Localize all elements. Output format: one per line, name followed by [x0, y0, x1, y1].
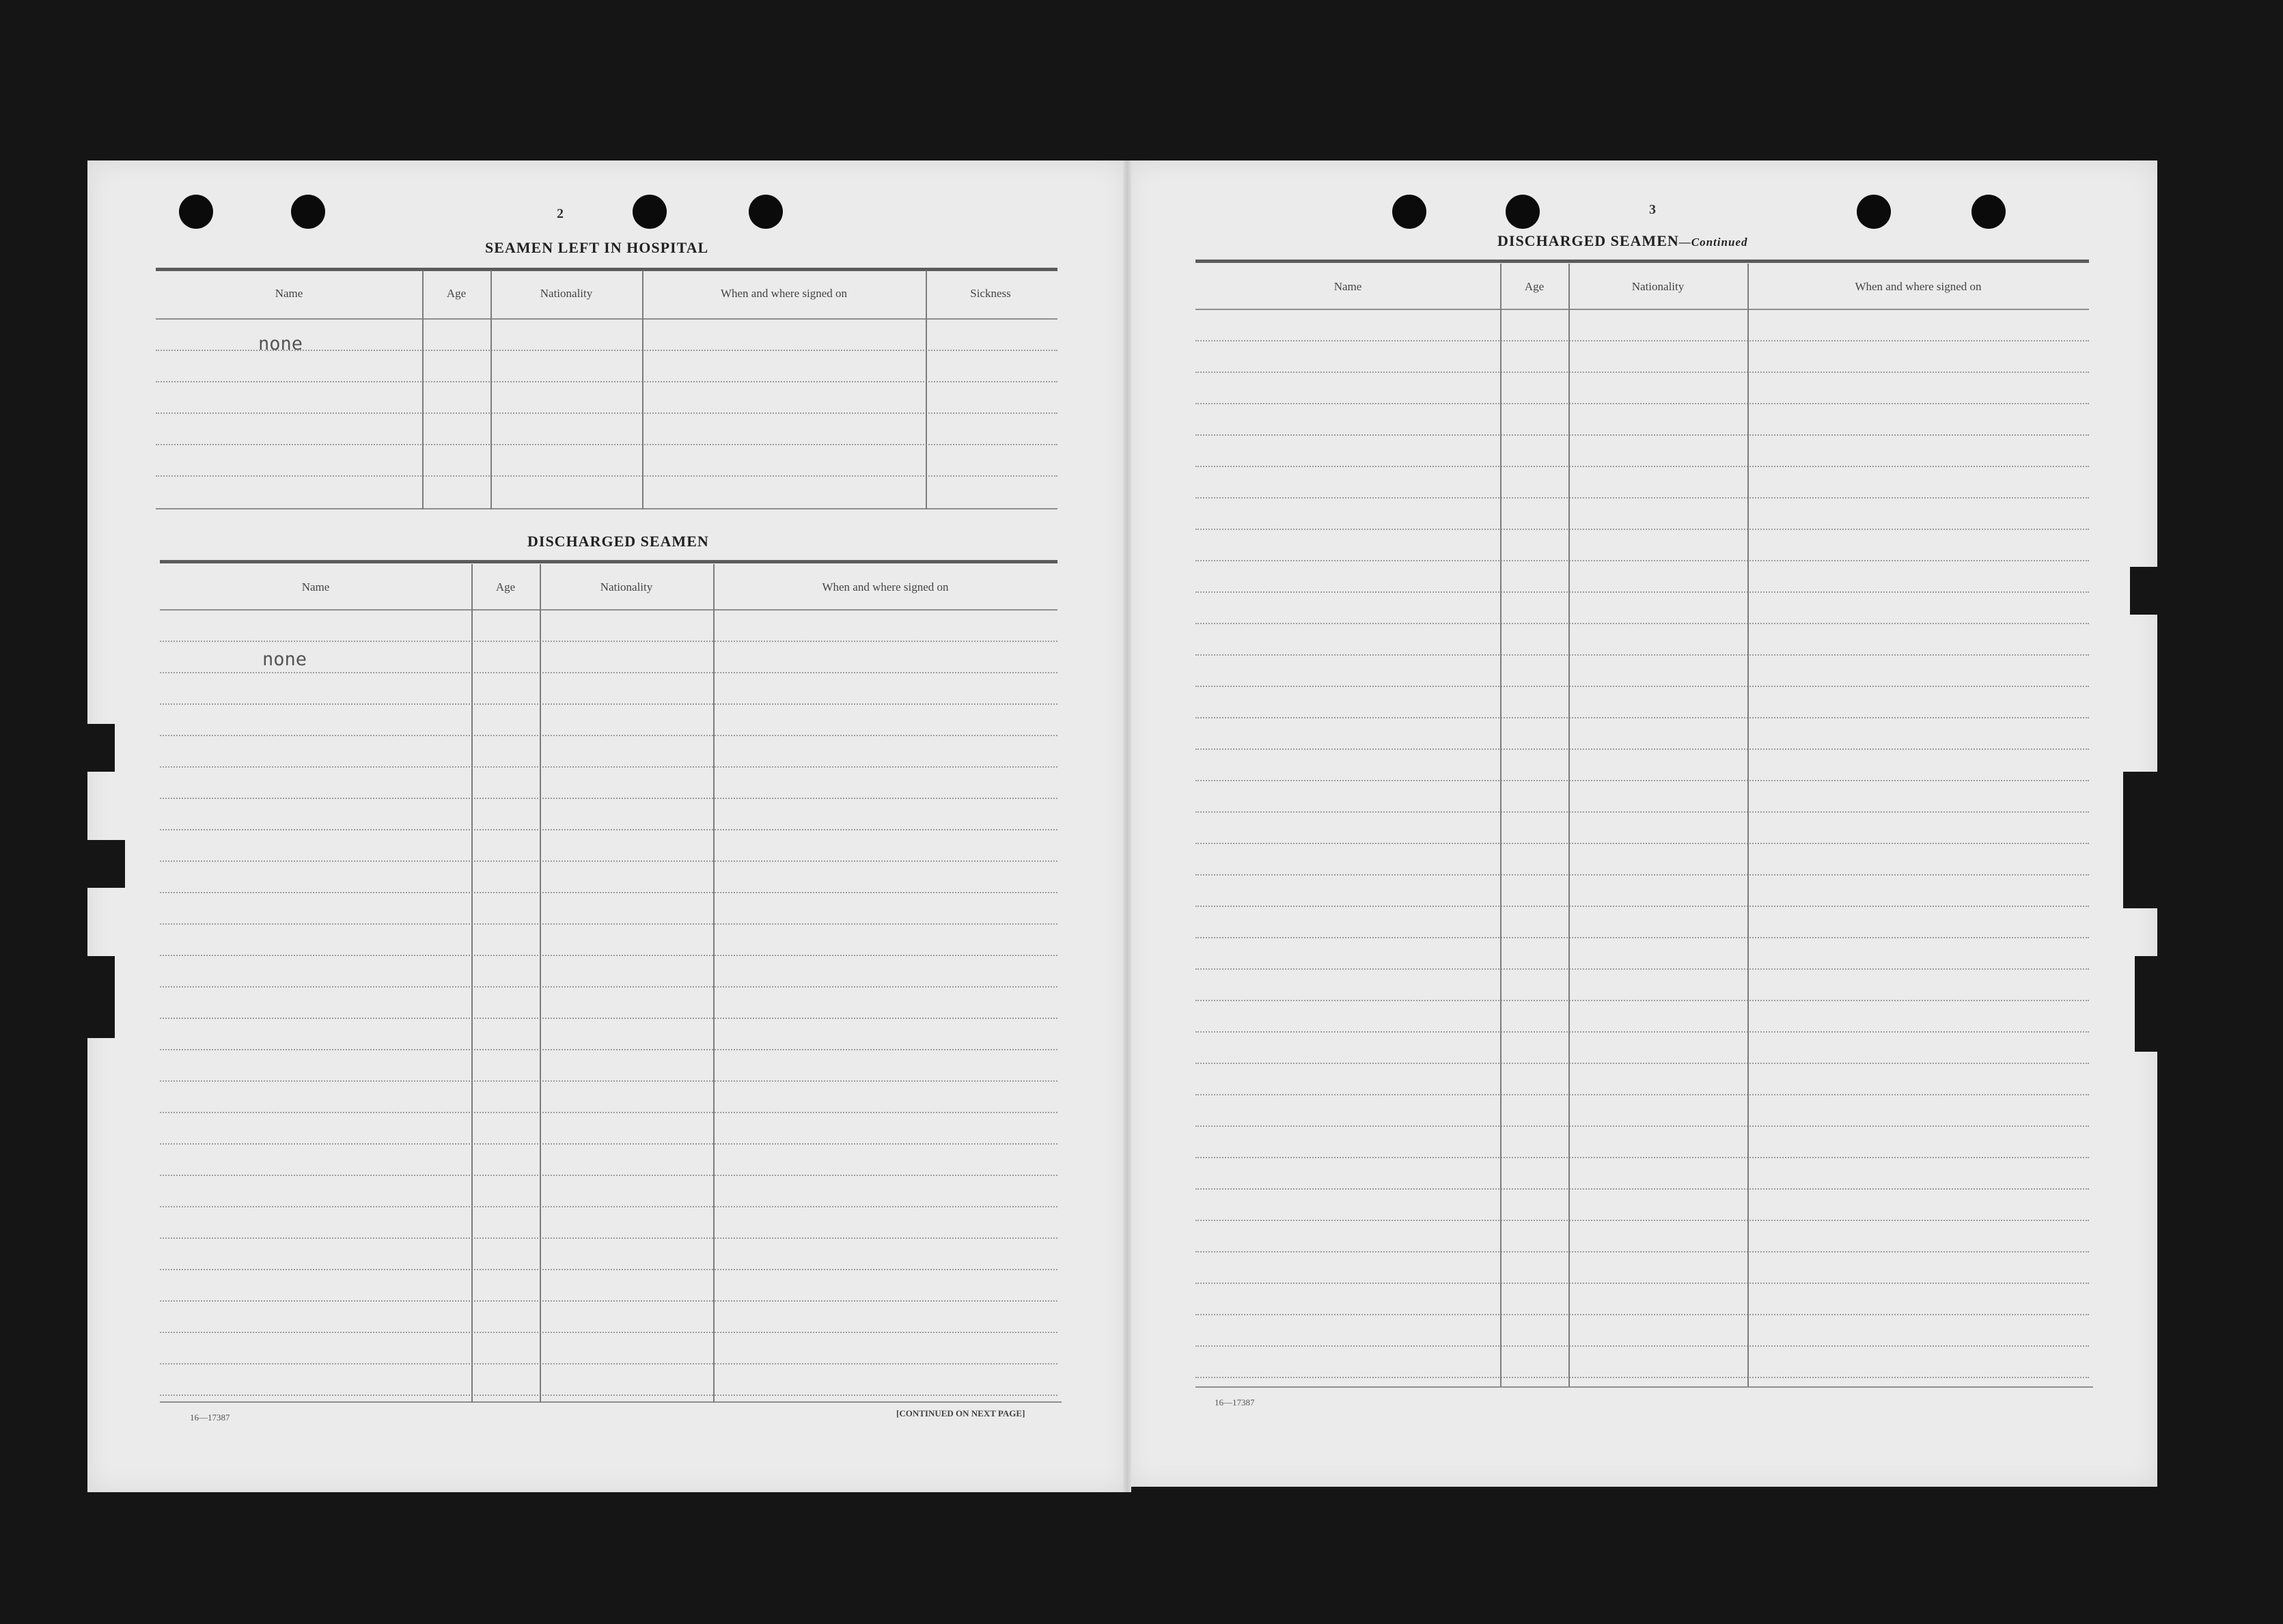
ruled-row-line [1195, 591, 2089, 593]
ruled-row-line [1195, 1094, 2089, 1095]
ruled-row-line [1195, 937, 2089, 938]
ruled-row-line [1195, 1314, 2089, 1315]
ruled-row-line [1195, 372, 2089, 373]
ruled-row-line [1195, 686, 2089, 687]
ruled-row-line [160, 955, 1057, 956]
ruled-row-line [160, 1363, 1057, 1364]
ruled-row-line [160, 923, 1057, 925]
ruled-row-line [160, 1237, 1057, 1239]
ruled-row-line [1195, 434, 2089, 436]
hospital-top-rule [156, 268, 1057, 271]
ruled-row-line [1195, 1125, 2089, 1127]
ruled-row-line [1195, 717, 2089, 718]
page-fold [1123, 160, 1131, 1492]
right-col-signed-on: When and where signed on [1855, 280, 1982, 293]
hospital-section-title: SEAMEN LEFT IN HOSPITAL [485, 239, 709, 256]
left-edge-tear [87, 724, 115, 772]
punch-hole [633, 195, 667, 229]
ruled-row-line [160, 892, 1057, 893]
ruled-row-line [1195, 780, 2089, 781]
ruled-row-line [1195, 811, 2089, 813]
ruled-row-line [1195, 968, 2089, 970]
ruled-row-line [1195, 560, 2089, 561]
discharged-section-title: DISCHARGED SEAMEN [527, 533, 709, 550]
right-title-suffix: —Continued [1678, 236, 1748, 249]
ruled-row-line [160, 1175, 1057, 1176]
punch-hole [179, 195, 213, 229]
discharged-col-divider [713, 564, 715, 1403]
hospital-col-nationality: Nationality [540, 287, 593, 300]
ruled-row-line [1195, 1063, 2089, 1064]
discharged-col-divider [471, 564, 473, 1403]
discharged-col-name: Name [301, 580, 330, 593]
discharged-col-nationality: Nationality [600, 580, 653, 593]
hospital-row-line [156, 475, 1057, 477]
ruled-row-line [1195, 623, 2089, 624]
ruled-row-line [160, 1269, 1057, 1270]
hospital-col-divider [422, 270, 424, 509]
right-col-name: Name [1333, 280, 1362, 293]
ruled-row-line [160, 860, 1057, 862]
right-col-divider [1568, 264, 1570, 1386]
discharged-top-rule [160, 560, 1057, 563]
hospital-bottom-rule [156, 508, 1057, 509]
discharged-col-divider [540, 564, 541, 1403]
ruled-row-line [1195, 1188, 2089, 1190]
right-title-main: DISCHARGED SEAMEN [1497, 232, 1679, 249]
ruled-row-line [160, 1395, 1057, 1396]
right-col-age: Age [1524, 280, 1545, 293]
ruled-row-line [160, 1112, 1057, 1113]
hospital-entry-none: none [258, 333, 303, 354]
ruled-row-line [160, 1049, 1057, 1050]
ruled-row-line [1195, 497, 2089, 499]
ruled-row-line [1195, 1031, 2089, 1033]
ruled-row-line [1195, 654, 2089, 656]
continued-note: [CONTINUED ON NEXT PAGE] [896, 1408, 1025, 1418]
right-col-divider [1500, 264, 1502, 1386]
hospital-col-name: Name [275, 287, 303, 300]
ruled-row-line [160, 672, 1057, 673]
discharged-col-age: Age [495, 580, 516, 593]
ruled-row-line [1195, 748, 2089, 750]
ruled-row-line [160, 986, 1057, 988]
ruled-row-line [1195, 466, 2089, 467]
ruled-row-line [1195, 1220, 2089, 1221]
ruled-row-line [160, 703, 1057, 705]
ruled-row-line [1195, 1000, 2089, 1001]
punch-hole [1971, 195, 2006, 229]
hospital-col-signed-on: When and where signed on [720, 287, 848, 300]
left-edge-tear [87, 840, 125, 888]
ruled-row-line [160, 829, 1057, 830]
ruled-row-line [1195, 403, 2089, 404]
discharged-entry-none: none [262, 649, 307, 670]
ruled-row-line [160, 641, 1057, 642]
ruled-row-line [1195, 340, 2089, 341]
ruled-row-line [1195, 874, 2089, 876]
punch-hole [1506, 195, 1540, 229]
ruled-row-line [1195, 843, 2089, 844]
ruled-row-line [1195, 1377, 2089, 1378]
left-page-number: 2 [557, 206, 564, 221]
discharged-header-rule [160, 609, 1057, 611]
right-top-rule [1195, 260, 2089, 263]
punch-hole [1857, 195, 1891, 229]
ruled-row-line [1195, 529, 2089, 530]
hospital-col-age: Age [446, 287, 467, 300]
ruled-row-line [160, 1018, 1057, 1019]
ruled-row-line [160, 1206, 1057, 1207]
ruled-row-line [160, 766, 1057, 768]
ruled-row-line [160, 1143, 1057, 1145]
ruled-row-line [160, 735, 1057, 736]
right-bottom-rule [1195, 1386, 2093, 1388]
hospital-col-sickness: Sickness [970, 287, 1011, 300]
discharged-bottom-rule [160, 1401, 1062, 1403]
ruled-row-line [1195, 1345, 2089, 1347]
ruled-row-line [160, 1332, 1057, 1333]
right-form-number: 16—17387 [1215, 1397, 1255, 1408]
ruled-row-line [1195, 1251, 2089, 1252]
punch-hole [1392, 195, 1426, 229]
right-page-number: 3 [1649, 202, 1656, 217]
hospital-row-line [156, 381, 1057, 382]
ruled-row-line [1195, 906, 2089, 907]
right-header-rule [1195, 309, 2089, 310]
hospital-col-divider [490, 270, 492, 509]
hospital-col-divider [642, 270, 644, 509]
hospital-row-line [156, 412, 1057, 414]
ruled-row-line [160, 1080, 1057, 1082]
discharged-col-signed-on: When and where signed on [822, 580, 949, 593]
punch-hole [291, 195, 325, 229]
right-col-nationality: Nationality [1631, 280, 1685, 293]
hospital-header-rule [156, 318, 1057, 320]
ruled-row-line [160, 798, 1057, 799]
right-edge-tear [2123, 772, 2157, 908]
hospital-row-line [156, 444, 1057, 445]
right-page [1127, 160, 2157, 1487]
left-edge-tear [87, 956, 115, 1038]
ruled-row-line [160, 1300, 1057, 1302]
ruled-row-line [1195, 1157, 2089, 1158]
punch-hole [749, 195, 783, 229]
right-edge-tear [2135, 956, 2157, 1052]
right-section-title [1497, 232, 1747, 250]
ruled-row-line [1195, 1283, 2089, 1284]
right-edge-tear [2130, 567, 2157, 615]
left-form-number: 16—17387 [190, 1412, 230, 1423]
hospital-col-divider [926, 270, 927, 509]
left-page [87, 160, 1127, 1492]
right-col-divider [1747, 264, 1749, 1386]
